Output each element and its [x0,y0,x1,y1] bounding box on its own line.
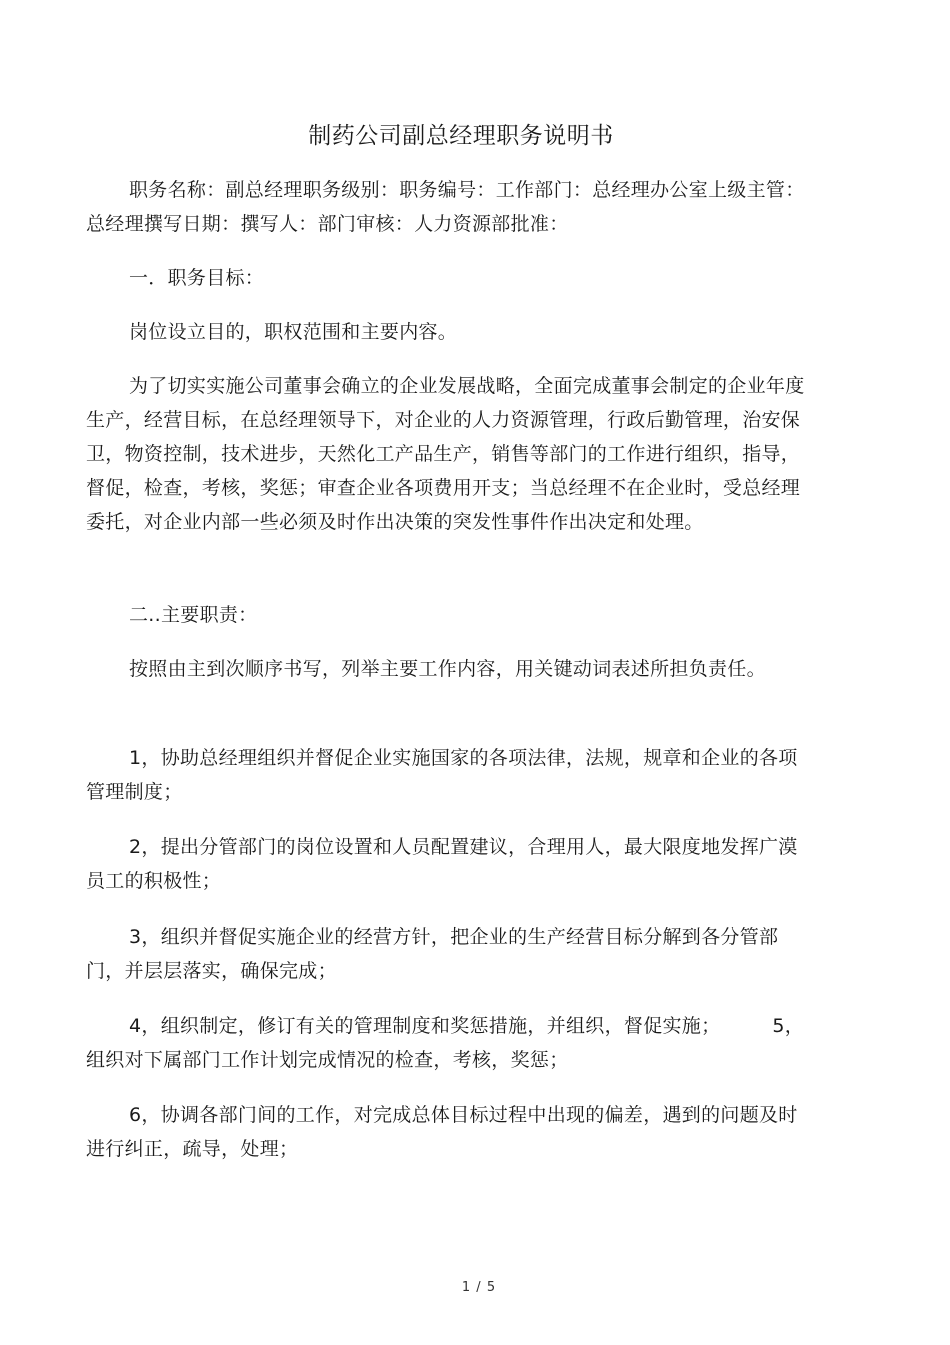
duty-item-6: 6，协调各部门间的工作，对完成总体目标过程中出现的偏差，遇到的问题及时进行纠正，疏导，处理； [86,1104,798,1160]
section-2-description: 按照由主到次顺序书写，列举主要工作内容，用关键动词表述所担负责任。 [129,658,766,680]
duty-item-4: 4，组织制定，修订有关的管理制度和奖惩措施，并组织，督促实施； [129,1015,721,1037]
job-info-paragraph: 职务名称：副总经理职务级别：职务编号：工作部门：总经理办公室上级主管：总经理撰写日期：撰写人：部门审核：人力资源部批准： [86,179,805,235]
section-2-heading: 二..主要职责： [129,604,258,626]
section-1-description: 岗位设立目的，职权范围和主要内容。 [129,321,458,343]
section-1-body: 为了切实实施公司董事会确立的企业发展战略，全面完成董事会制定的企业年度生产，经营目标，在总经理领导下，对企业的人力资源管理，行政后勤管理，治安保卫，物资控制，技术进步，天然化工产品生产，销售等部门的工作进行组织，指导，督促，检查，考核，奖惩；审查企业各项费用开支；当总经理不在企业时，受总经理委托，对企业内部一些必须及时作出决策的突发性事件作出决定和处理。 [86,375,805,533]
document-title: 制药公司副总经理职务说明书 [308,123,614,149]
duty-item-1: 1，协助总经理组织并督促企业实施国家的各项法律，法规，规章和企业的各项管理制度； [86,747,798,803]
duty-item-2: 2，提出分管部门的岗位设置和人员配置建议，合理用人，最大限度地发挥广漠员工的积极性； [86,836,798,892]
duty-item-3: 3，组织并督促实施企业的经营方针，把企业的生产经营目标分解到各分管部门，并层层落实，确保完成； [86,926,779,982]
page-number: 1 / 5 [461,1280,497,1295]
duty-item-4-5 [86,1009,816,1077]
section-1-heading: 一．职务目标： [129,267,265,289]
duty-item-5: 5，组织对下属部门工作计划完成情况的检查，考核，奖惩； [86,1015,805,1071]
